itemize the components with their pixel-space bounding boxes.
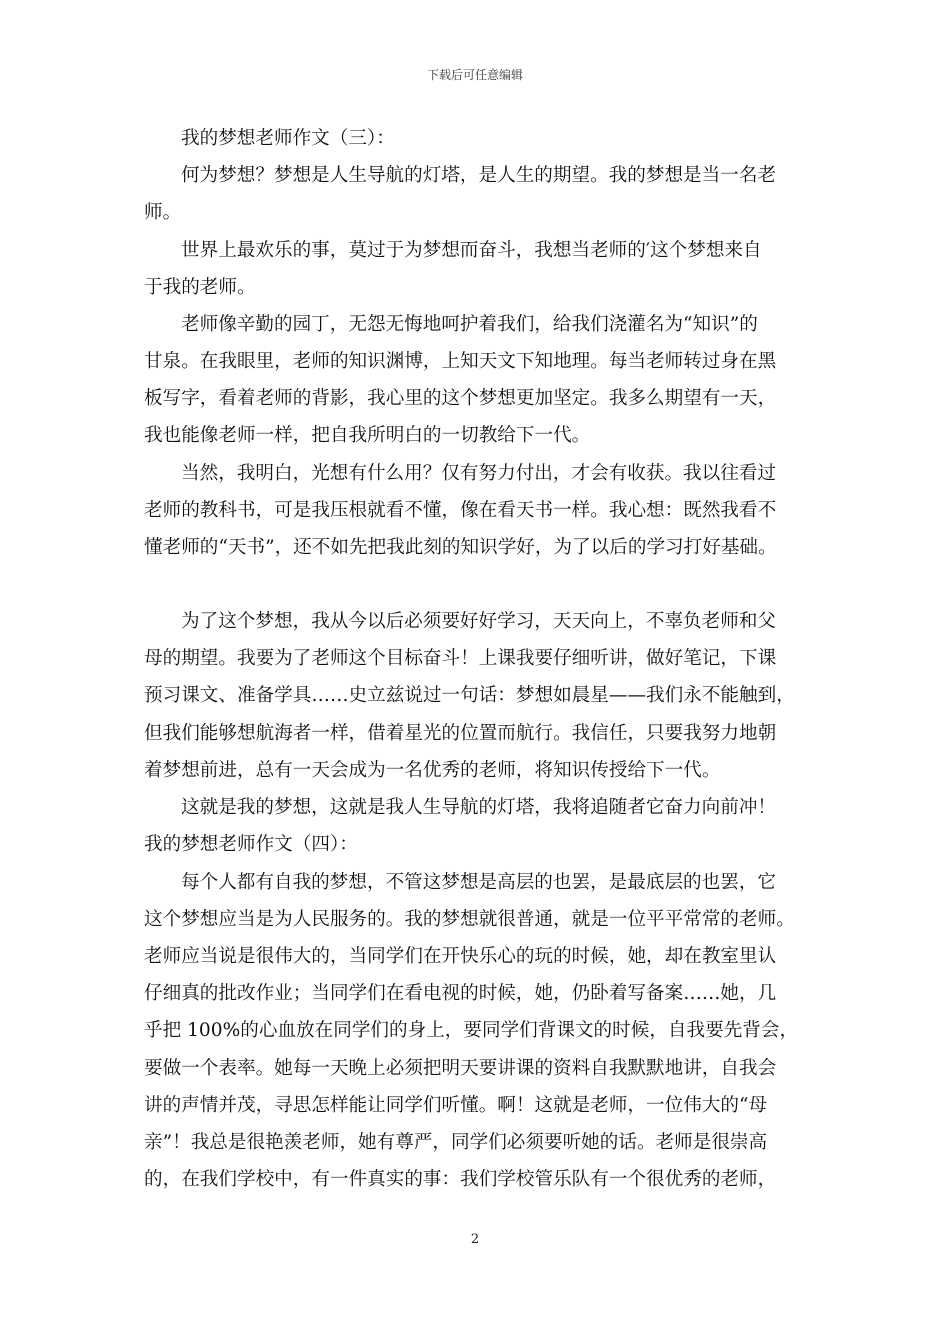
page-header: 下载后可任意编辑 <box>426 68 523 82</box>
text-line: 于我的老师。 <box>144 277 256 298</box>
page-number: 2 <box>470 1232 480 1247</box>
text-line: 我也能像老师一样，把自我所明白的一切教给下一代。 <box>144 425 591 446</box>
text-line: 亲”！我总是很艳羡老师，她有尊严，同学们必须要听她的话。老师是很崇高 <box>144 1132 768 1153</box>
text-line: 仔细真的批改作业；当同学们在看电视的时候，她，仍卧着写备案……她，几 <box>144 983 777 1004</box>
text-line: 乎把 100%的心血放在同学们的身上，要同学们背课文的时候，自我要先背会， <box>144 1020 799 1041</box>
text-line: 的，在我们学校中，有一件真实的事：我们学校管乐队有一个很优秀的老师， <box>144 1169 777 1190</box>
text-line: 母的期望。我要为了老师这个目标奋斗！上课我要仔细听讲，做好笔记，下课 <box>144 648 777 669</box>
text-line: 懂老师的“天书”，还不如先把我此刻的知识学好，为了以后的学习打好基础。 <box>144 537 777 558</box>
text-line: 当然，我明白，光想有什么用？仅有努力付出，才会有收获。我以往看过 <box>181 463 777 484</box>
text-line: 我的梦想老师作文（四）： <box>144 834 358 855</box>
text-line: 我的梦想老师作文（三）： <box>181 128 395 149</box>
text-line: 这个梦想应当是为人民服务的。我的梦想就很普通，就是一位平平常常的老师。 <box>144 909 795 930</box>
text-line: 老师的教科书，可是我压根就看不懂，像在看天书一样。我心想：既然我看不 <box>144 500 777 521</box>
text-line: 甘泉。在我眼里，老师的知识渊博，上知天文下知地理。每当老师转过身在黑 <box>144 351 777 372</box>
text-line: 讲的声情并茂，寻思怎样能让同学们听懂。啊！这就是老师，一位伟大的“母 <box>144 1095 768 1116</box>
text-line: 老师应当说是很伟大的，当同学们在开快乐心的玩的时候，她，却在教室里认 <box>144 946 777 967</box>
text-line: 世界上最欢乐的事，莫过于为梦想而奋斗，我想当老师的′这个梦想来自 <box>181 240 762 261</box>
text-line: 预习课文、准备学具……史立兹说过一句话：梦想如晨星——我们永不能触到， <box>144 685 795 706</box>
text-line: 师。 <box>144 202 182 223</box>
text-line: 为了这个梦想，我从今以后必须要好好学习，天天向上，不辜负老师和父 <box>181 611 777 632</box>
text-line: 但我们能够想航海者一样，借着星光的位置而航行。我信任，只要我努力地朝 <box>144 723 777 744</box>
text-line: 何为梦想？梦想是人生导航的灯塔，是人生的期望。我的梦想是当一名老 <box>181 165 777 186</box>
text-line: 板写字，看着老师的背影，我心里的这个梦想更加坚定。我多么期望有一天， <box>144 388 777 409</box>
text-line: 着梦想前进，总有一天会成为一名优秀的老师，将知识传授给下一代。 <box>144 760 721 781</box>
text-line: 每个人都有自我的梦想，不管这梦想是高层的也罢，是最底层的也罢，它 <box>181 872 777 893</box>
text-line: 这就是我的梦想，这就是我人生导航的灯塔，我将追随者它奋力向前冲！ <box>181 797 777 818</box>
text-line: 要做一个表率。她每一天晚上必须把明天要讲课的资料自我默默地讲，自我会 <box>144 1058 777 1079</box>
text-line: 老师像辛勤的园丁，无怨无悔地呵护着我们，给我们浇灌名为“知识”的 <box>181 314 758 335</box>
